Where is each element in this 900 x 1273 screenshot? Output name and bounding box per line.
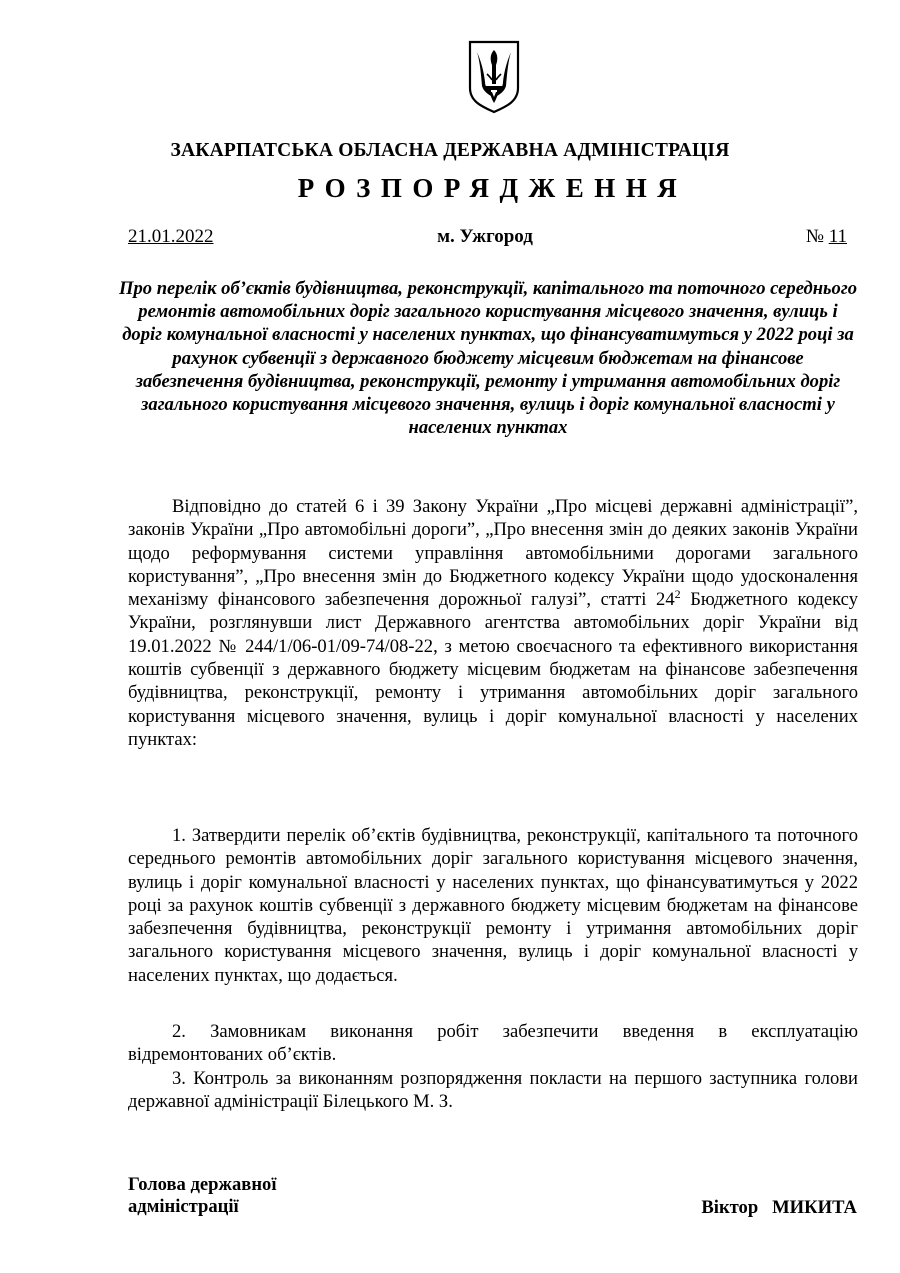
document-date: 21.01.2022 bbox=[128, 226, 214, 247]
document-subject: Про перелік об’єктів будівництва, реконструкції, капітального та поточного середнього ремонтів автомобільних доріг загального користування місцевого значення, вулиць і доріг комунальної власності у населених пунктах, що фінансуватимуться у 2022 році за рахунок субвенції з державного бюджету місцевим бюджетам на фінансове забезпечення будівництва, реконструкції, ремонту і утримання автомобільних доріг загального користування місцевого значення, вулиць і доріг комунальної власності у населених пунктах bbox=[119, 278, 857, 439]
order-item-2: 2. Замовникам виконання робіт забезпечити введення в експлуатацію відремонтованих об’єктів. bbox=[128, 1021, 858, 1066]
number-prefix: № bbox=[805, 226, 824, 247]
article-superscript: 2 bbox=[674, 587, 681, 601]
order-item-1: 1. Затвердити перелік об’єктів будівництва, реконструкції, капітального та поточного середнього ремонтів автомобільних доріг загального користування місцевого значення, вулиць і доріг комунальної власності у населених пунктах, що фінансуватимуться у 2022 році за рахунок коштів субвенції з державного бюджету місцевим бюджетам на фінансове забезпечення будівництва, реконструкції ремонту і утримання автомобільних доріг загального користування місцевого значення, вулиць і доріг комунальної власності у населених пунктах, що додається. bbox=[128, 825, 858, 986]
trident-coat-of-arms-icon bbox=[467, 40, 521, 114]
signatory-title bbox=[128, 1174, 277, 1218]
preamble-part-1: Відповідно до статей 6 і 39 Закону України „Про місцеві державні адміністрації”, законів України „Про автомобільні дороги”, „Про внесення змін до деяких законів України щодо реформування системи управління автомобільними дорогами загального користування”, „Про внесення змін до Бюджетного кодексу України щодо удосконалення механізму фінансового забезпечення дорожньої галузі”, статті 24 bbox=[128, 496, 858, 611]
organization-name: ЗАКАРПАТСЬКА ОБЛАСНА ДЕРЖАВНА АДМІНІСТРАЦІЯ bbox=[170, 140, 730, 161]
preamble-paragraph bbox=[128, 495, 858, 751]
order-item-3: 3. Контроль за виконанням розпорядження покласти на першого заступника голови державної адміністрації Білецького М. З. bbox=[128, 1068, 858, 1113]
signatory-title-line-2: адміністрації bbox=[128, 1196, 239, 1217]
preamble-part-2: Бюджетного кодексу України, розглянувши лист Державного агентства автомобільних доріг України від 19.01.2022 № 244/1/06-01/09-74/08-22, з метою своєчасного та ефективного використання коштів субвенції з державного бюджету місцевим бюджетам на фінансове забезпечення будівництва, реконструкції, ремонту і утримання автомобільних доріг загального користування місцевого значення, вулиць і доріг комунальної власності у населених пунктах: bbox=[128, 589, 858, 750]
document-type-title: РОЗПОРЯДЖЕННЯ bbox=[297, 173, 688, 203]
signatory-name: Віктор МИКИТА bbox=[701, 1197, 857, 1218]
document-number bbox=[806, 226, 847, 248]
signatory-title-line-1: Голова державної bbox=[128, 1174, 277, 1195]
document-city: м. Ужгород bbox=[437, 226, 533, 247]
number-value: 11 bbox=[828, 226, 847, 247]
